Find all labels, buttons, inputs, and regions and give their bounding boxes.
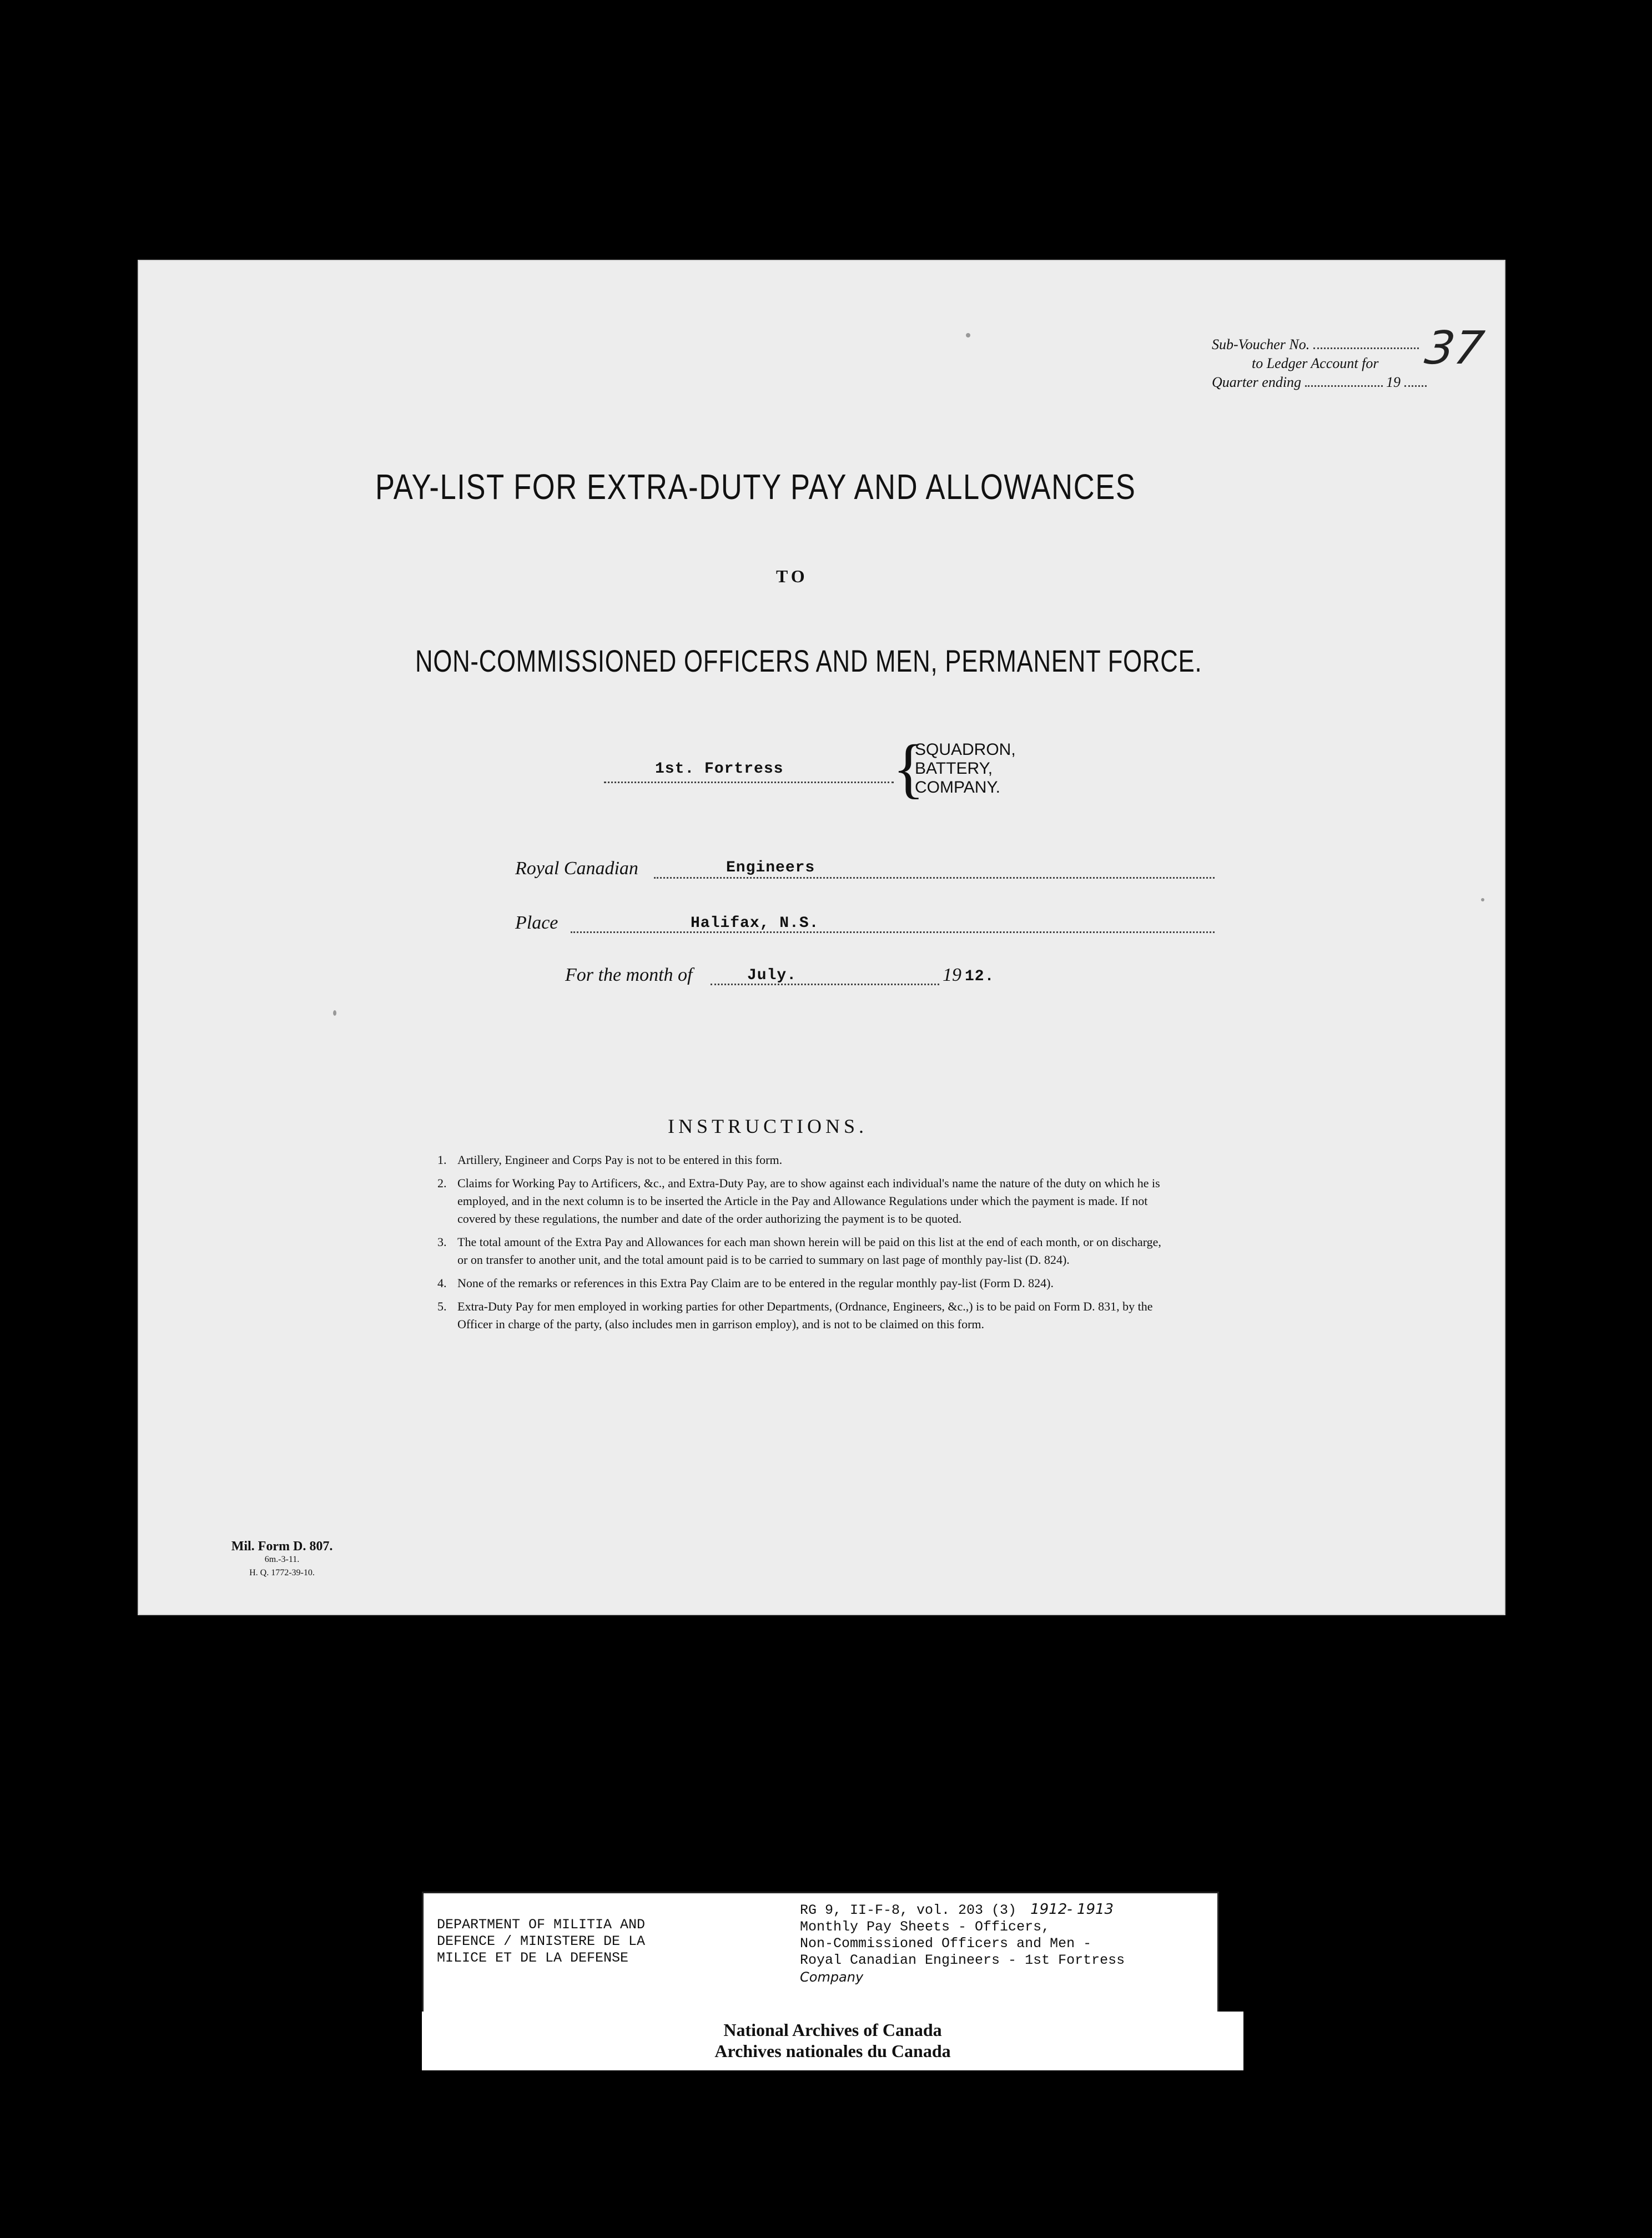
instruction-item: 1. Artillery, Engineer and Corps Pay is not to be entered in this form. [437, 1153, 783, 1167]
handwritten-voucher-number: 37 [1422, 322, 1488, 375]
form-code-line3: H. Q. 1772-39-10. [249, 1568, 315, 1577]
title-to: TO [776, 566, 808, 586]
page-title: PAY-LIST FOR EXTRA-DUTY PAY AND ALLOWANCES [375, 467, 1136, 507]
place-label: Place [515, 913, 558, 933]
unit-option-company: COMPANY. [915, 778, 1000, 797]
unit-name: 1st. Fortress [655, 760, 784, 778]
sub-voucher-label: Sub-Voucher No. [1212, 336, 1310, 352]
month-value: July. [747, 967, 797, 984]
archives-stamp [422, 2012, 1243, 2070]
year-prefix: 19 [943, 965, 961, 985]
handwritten-company: Company [800, 1969, 864, 1985]
month-field [565, 965, 1176, 992]
handwritten-dates: 1912- 1913 [1030, 1901, 1114, 1918]
unit-row [604, 731, 1104, 816]
corps-label: Royal Canadian [515, 858, 638, 879]
year-suffix: 12. [965, 968, 995, 985]
page-subtitle: NON-COMMISSIONED OFFICERS AND MEN, PERMANENT FORCE. [415, 643, 1202, 678]
corps-value: Engineers [726, 859, 815, 876]
quarter-ending-label: Quarter ending [1212, 374, 1302, 390]
corps-field [515, 858, 1226, 886]
archive-reference: RG 9, II-F-8, vol. 203 (3) 1912- 1913 Monthly Pay Sheets - Officers, Non-Commissioned Officers and Men - Royal Canadian Engineers - 1st Fortress Company [800, 1901, 1211, 1985]
ledger-account-label: to Ledger Account for [1252, 355, 1379, 371]
place-field [515, 913, 1226, 940]
quarter-year-label: 19 [1386, 374, 1401, 390]
unit-option-battery: BATTERY, [915, 759, 993, 778]
instruction-item: 2. Claims for Working Pay to Artificers, &c., and Extra-Duty Pay, are to show against each individual's name the nature of the duty on which he is employed, and in the next column is to be inserted the Article in the Pay and Allowance Regulations under which the payment is made. If not covered by these regulations, the number and date of the order authorizing the payment is to be quoted. [437, 1176, 1160, 1226]
month-label: For the month of [565, 965, 693, 985]
instructions-list [437, 1151, 1165, 1339]
archives-english: National Archives of Canada [723, 2020, 942, 2040]
archive-department: DEPARTMENT OF MILITIA AND DEFENCE / MINISTERE DE LA MILICE ET DE LA DEFENSE [437, 1917, 646, 1966]
archive-reference-label [422, 1892, 1219, 2015]
instructions-heading: INSTRUCTIONS. [668, 1115, 868, 1137]
unit-brace: { [893, 731, 925, 805]
document-page [138, 260, 1505, 1615]
unit-options [915, 740, 1016, 797]
archives-french: Archives nationales du Canada [714, 2041, 951, 2061]
instruction-item: 4. None of the remarks or references in this Extra Pay Claim are to be entered in the regular monthly pay-list (Form D. 824). [437, 1276, 1054, 1290]
form-code-line2: 6m.-3-11. [264, 1555, 300, 1564]
form-code-line1: Mil. Form D. 807. [231, 1539, 333, 1554]
unit-option-squadron: SQUADRON, [915, 740, 1016, 759]
instruction-item: 3. The total amount of the Extra Pay and Allowances for each man shown herein will be paid on this list at the end of each month, or on discharge, or on transfer to another unit, and the total amount paid is to be carried to summary on last page of monthly pay-list (D. 824). [437, 1235, 1161, 1267]
form-code [215, 1540, 349, 1580]
instruction-item: 5. Extra-Duty Pay for men employed in working parties for other Departments, (Ordnance, Engineers, &c.,) is to be paid on Form D. 831, by the Officer in charge of the party, (also includes men in garrison employ), and is not to be claimed on this form. [437, 1299, 1153, 1331]
place-value: Halifax, N.S. [691, 915, 819, 932]
